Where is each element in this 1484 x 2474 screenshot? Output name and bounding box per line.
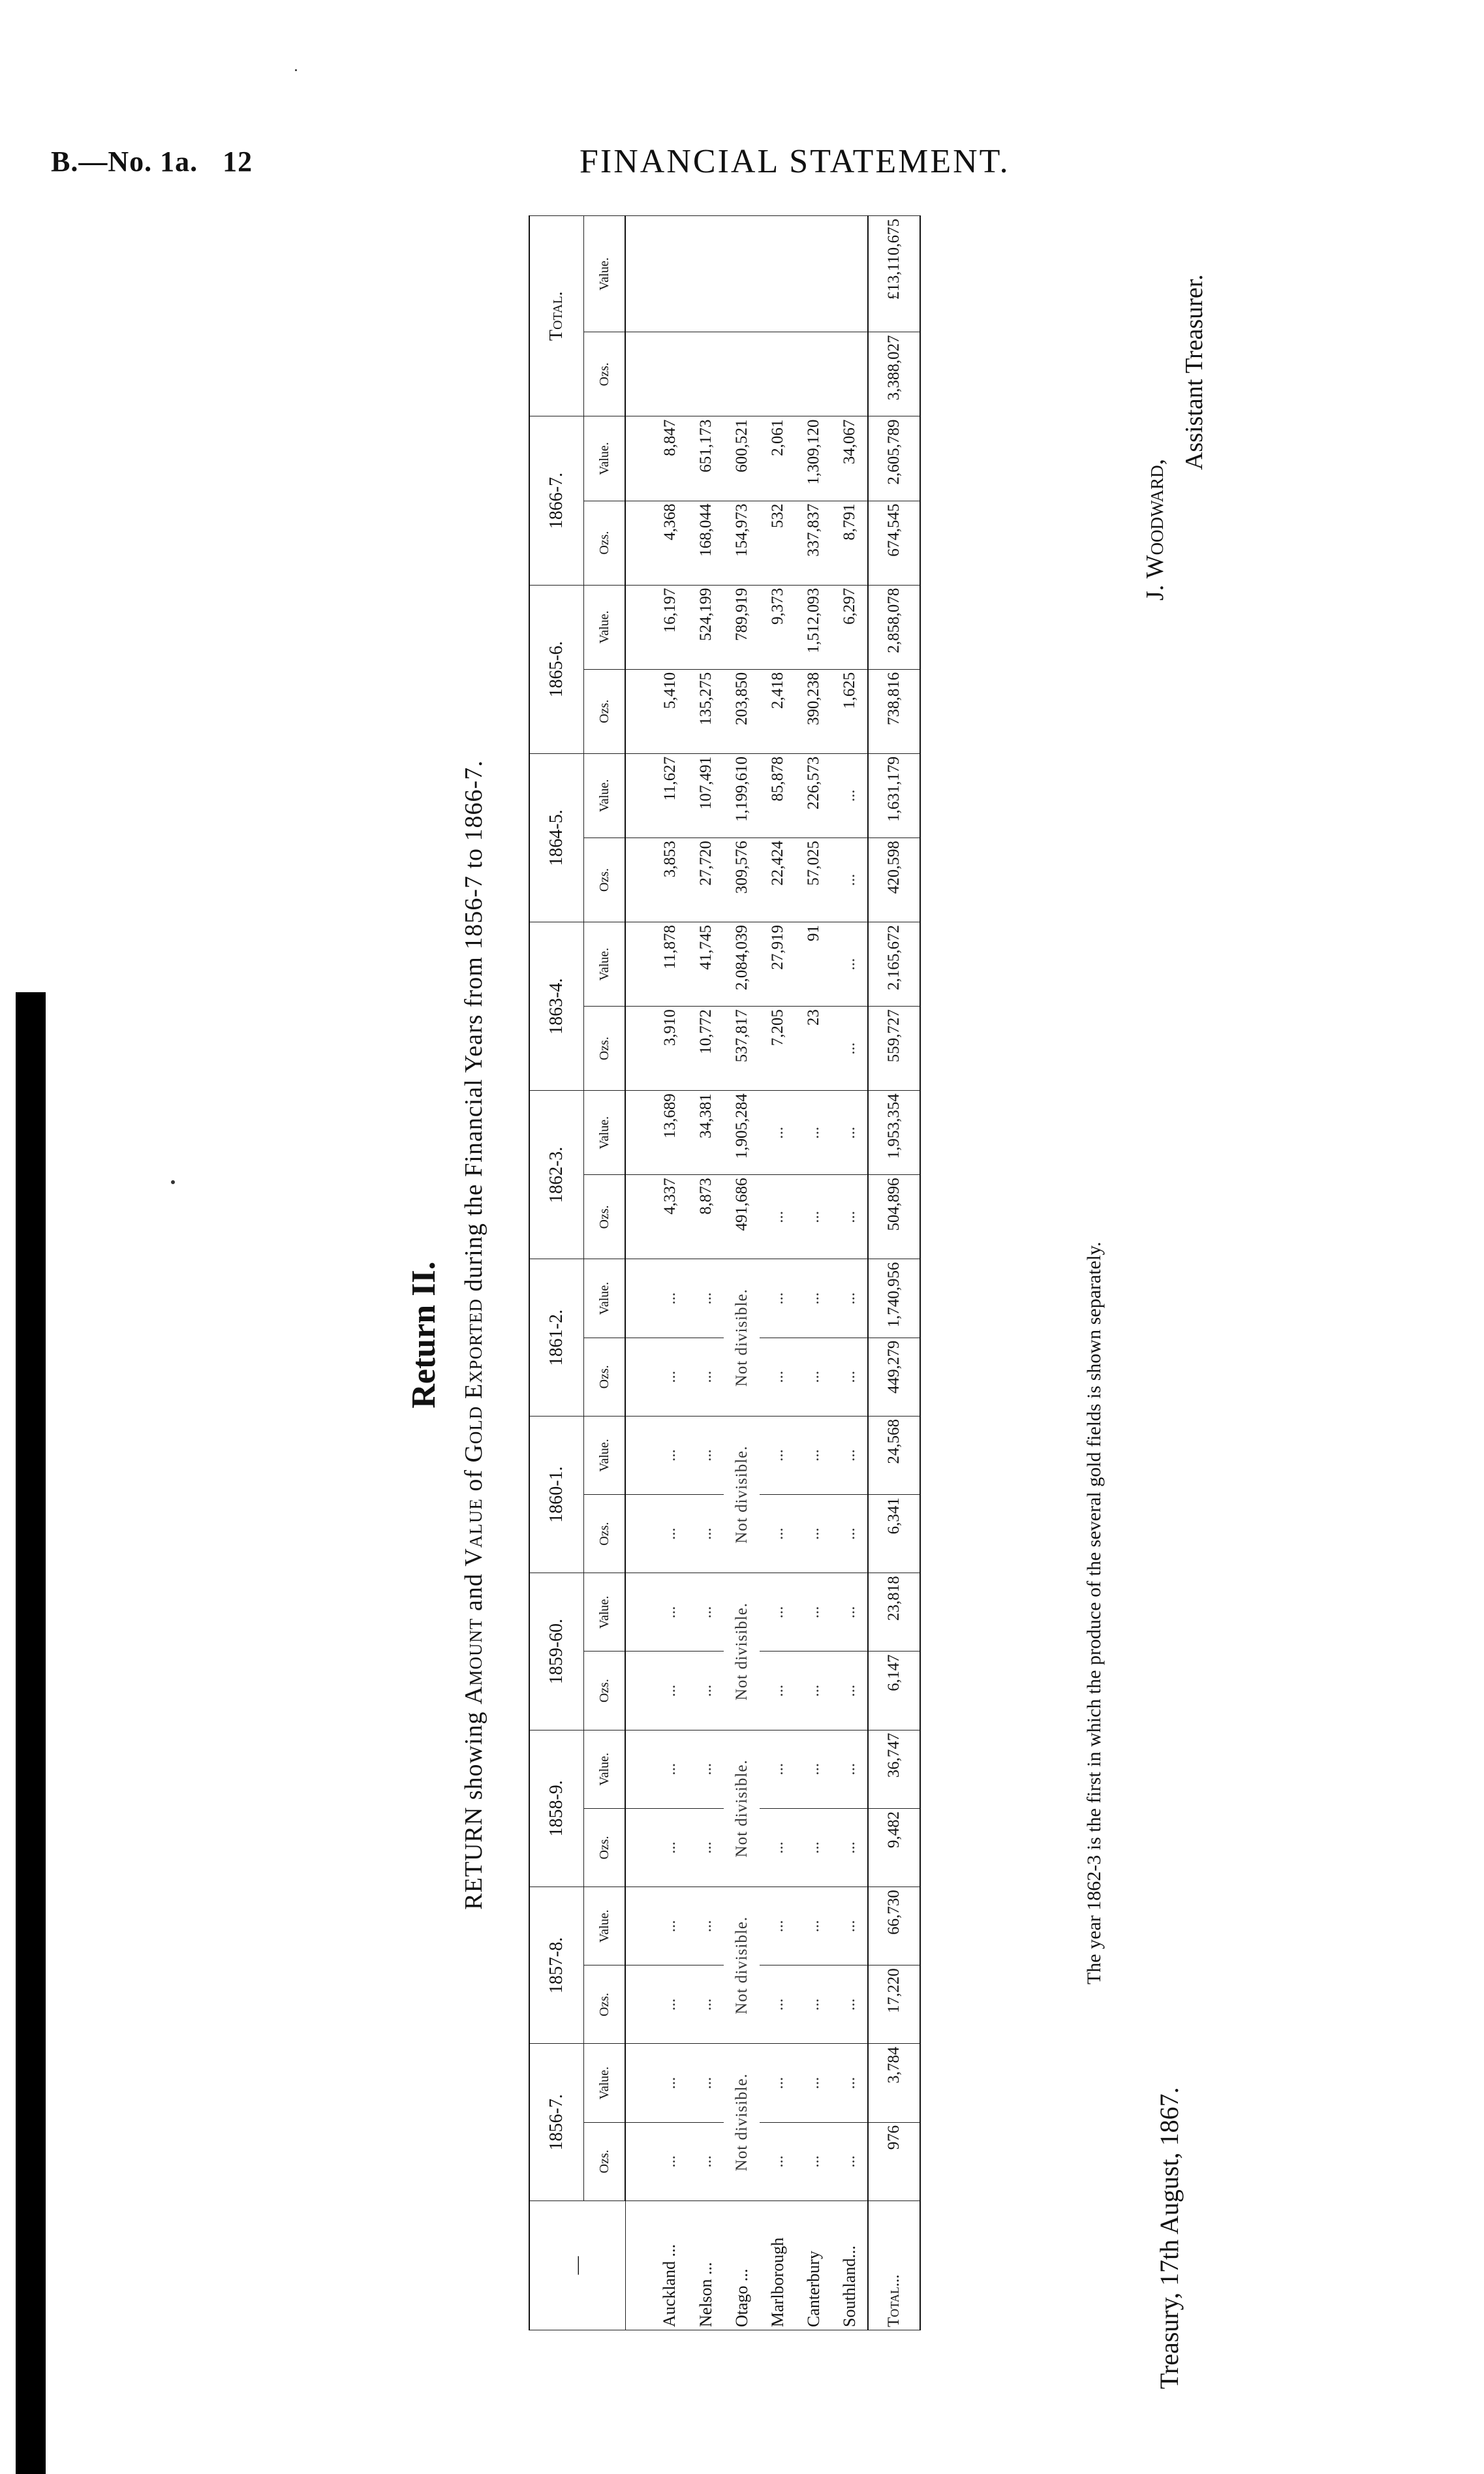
total-value: 24,568	[868, 1416, 920, 1494]
ozs-cell: 1,625	[831, 669, 868, 753]
year-header: 1864-5.	[529, 753, 584, 922]
empty-cell: ...	[760, 1416, 796, 1494]
total-value: 2,605,789	[868, 416, 920, 501]
value-cell: 1,905,284	[724, 1091, 760, 1175]
total-value-cell	[688, 216, 724, 332]
empty-cell: ...	[625, 1808, 688, 1887]
ozs-header: Ozs.	[584, 1338, 626, 1416]
value-header: Value.	[584, 1573, 626, 1652]
total-value: 1,953,354	[868, 1091, 920, 1175]
province-label: Nelson ...	[688, 2200, 724, 2330]
value-header: Value.	[584, 416, 626, 501]
ozs-header: Ozs.	[584, 1652, 626, 1730]
empty-cell: ...	[688, 1495, 724, 1573]
total-value: 1,740,956	[868, 1259, 920, 1338]
ozs-cell: 2,418	[760, 669, 796, 753]
ozs-cell: 203,850	[724, 669, 760, 753]
value-cell: 13,689	[625, 1091, 688, 1175]
value-cell: 1,512,093	[796, 585, 831, 669]
value-cell: 789,919	[724, 585, 760, 669]
year-header: 1863-4.	[529, 922, 584, 1091]
total-value: 36,747	[868, 1730, 920, 1808]
scan-speck	[171, 1180, 175, 1184]
ozs-header: Ozs.	[584, 1808, 626, 1887]
value-cell: 651,173	[688, 416, 724, 501]
ozs-cell: 309,576	[724, 838, 760, 922]
subtitle-lead: RETURN showing	[460, 1711, 487, 1910]
total-ozs: 3,388,027	[868, 332, 920, 416]
signature-surname: Woodward,	[1141, 458, 1169, 579]
value-cell: ...	[831, 753, 868, 838]
empty-cell: ...	[796, 1338, 831, 1416]
empty-cell: ...	[688, 1338, 724, 1416]
subtitle-rest: during the Financial Years from 1856-7 to 1866-7.	[460, 760, 487, 1292]
empty-cell: ...	[625, 1652, 688, 1730]
rotated-return-page	[405, 202, 1208, 2467]
subtitle-exported: Exported	[460, 1298, 487, 1400]
value-header: Value.	[584, 2044, 626, 2122]
page-title: FINANCIAL STATEMENT.	[580, 143, 1010, 180]
empty-cell: ...	[831, 1652, 868, 1730]
value-header: Value.	[584, 1259, 626, 1338]
scan-edge-shadow	[16, 992, 46, 2474]
value-cell: 107,491	[688, 753, 724, 838]
table-row	[760, 216, 796, 2330]
total-ozs: 6,147	[868, 1652, 920, 1730]
table-row	[688, 216, 724, 2330]
province-label: Auckland ...	[625, 2200, 688, 2330]
table-row	[796, 216, 831, 2330]
value-cell: 16,197	[625, 585, 688, 669]
date-line: Treasury, 17th August, 1867.	[1154, 2087, 1184, 2389]
empty-cell: ...	[760, 1808, 796, 1887]
not-divisible-note: Not divisible.	[724, 2044, 760, 2200]
ozs-header: Ozs.	[584, 2122, 626, 2200]
ozs-cell: 537,817	[724, 1007, 760, 1091]
empty-cell: ...	[688, 1573, 724, 1652]
year-header: 1856-7.	[529, 2044, 584, 2200]
ozs-cell: 27,720	[688, 838, 724, 922]
ozs-cell: ...	[831, 838, 868, 922]
total-ozs: 420,598	[868, 838, 920, 922]
empty-cell: ...	[831, 1887, 868, 1965]
value-header: Value.	[584, 753, 626, 838]
value-cell: 85,878	[760, 753, 796, 838]
value-cell: ...	[796, 1091, 831, 1175]
ozs-cell: 390,238	[796, 669, 831, 753]
empty-cell: ...	[760, 1887, 796, 1965]
empty-cell: ...	[760, 1965, 796, 2044]
empty-cell: ...	[625, 1965, 688, 2044]
empty-cell: ...	[688, 1887, 724, 1965]
total-ozs-cell	[688, 332, 724, 416]
province-label: Canterbury	[796, 2200, 831, 2330]
empty-cell: ...	[760, 1259, 796, 1338]
not-divisible-note: Not divisible.	[724, 1416, 760, 1573]
value-header: Value.	[584, 216, 626, 332]
subtitle-value: Value	[460, 1498, 487, 1567]
value-cell: 524,199	[688, 585, 724, 669]
ozs-cell: 10,772	[688, 1007, 724, 1091]
province-label: Southland...	[831, 2200, 868, 2330]
empty-cell: ...	[760, 2044, 796, 2122]
empty-cell: ...	[796, 1652, 831, 1730]
signature-name	[1141, 459, 1169, 601]
year-header: 1857-8.	[529, 1887, 584, 2044]
empty-cell: ...	[625, 1416, 688, 1494]
total-value-cell	[760, 216, 796, 332]
empty-cell: ...	[831, 2044, 868, 2122]
empty-cell: ...	[625, 2044, 688, 2122]
total-ozs: 449,279	[868, 1338, 920, 1416]
empty-cell: ...	[688, 2122, 724, 2200]
total-value: £13,110,675	[868, 216, 920, 332]
value-cell: 1,199,610	[724, 753, 760, 838]
document-reference	[51, 145, 253, 178]
ozs-cell: 154,973	[724, 501, 760, 585]
ozs-header: Ozs.	[584, 1175, 626, 1259]
province-label: Marlborough	[760, 2200, 796, 2330]
total-row	[868, 216, 920, 2330]
value-cell: 41,745	[688, 922, 724, 1007]
value-cell: 34,067	[831, 416, 868, 501]
empty-cell: ...	[760, 1495, 796, 1573]
ozs-cell: 5,410	[625, 669, 688, 753]
empty-cell: ...	[796, 2122, 831, 2200]
empty-cell: ...	[796, 1416, 831, 1494]
value-cell: 34,381	[688, 1091, 724, 1175]
ozs-header: Ozs.	[584, 669, 626, 753]
value-header: Value.	[584, 1416, 626, 1494]
return-heading: Return II.	[405, 1261, 442, 1409]
total-ozs-cell	[831, 332, 868, 416]
value-header: Value.	[584, 1091, 626, 1175]
empty-cell: ...	[625, 1887, 688, 1965]
total-ozs: 17,220	[868, 1965, 920, 2044]
signature-initial: J.	[1141, 584, 1169, 601]
return-subtitle	[459, 202, 488, 2467]
empty-cell: ...	[831, 2122, 868, 2200]
value-header: Value.	[584, 922, 626, 1007]
value-cell: 6,297	[831, 585, 868, 669]
year-header: 1865-6.	[529, 585, 584, 753]
total-ozs: 976	[868, 2122, 920, 2200]
empty-cell: ...	[831, 1573, 868, 1652]
empty-cell: ...	[760, 1652, 796, 1730]
not-divisible-note: Not divisible.	[724, 1887, 760, 2044]
empty-cell: ...	[688, 1652, 724, 1730]
total-ozs-cell	[625, 332, 688, 416]
empty-cell: ...	[831, 1259, 868, 1338]
footnote: The year 1862-3 is the first in which the produce of the several gold fields is shown separately.	[1083, 1242, 1105, 1984]
total-value: 66,730	[868, 1887, 920, 1965]
year-header: 1860-1.	[529, 1416, 584, 1573]
empty-cell: ...	[796, 1808, 831, 1887]
empty-cell: ...	[688, 1730, 724, 1808]
ozs-cell: 3,910	[625, 1007, 688, 1091]
empty-cell: ...	[796, 1259, 831, 1338]
total-ozs: 6,341	[868, 1495, 920, 1573]
total-ozs-cell	[796, 332, 831, 416]
empty-cell: ...	[625, 1495, 688, 1573]
empty-cell: ...	[760, 2122, 796, 2200]
ozs-cell: 3,853	[625, 838, 688, 922]
corner-mark: —	[529, 2200, 625, 2330]
value-cell: ...	[831, 1091, 868, 1175]
value-cell: 600,521	[724, 416, 760, 501]
ozs-cell: 8,791	[831, 501, 868, 585]
empty-cell: ...	[796, 1887, 831, 1965]
year-header-row	[529, 216, 584, 2330]
not-divisible-note: Not divisible.	[724, 1730, 760, 1887]
ozs-cell: 57,025	[796, 838, 831, 922]
empty-cell: ...	[796, 1965, 831, 2044]
ozs-cell: 491,686	[724, 1175, 760, 1259]
province-label: Otago ...	[724, 2200, 760, 2330]
empty-cell: ...	[688, 1965, 724, 2044]
value-cell: 91	[796, 922, 831, 1007]
table-row	[724, 216, 760, 2330]
signature-title: Assistant Treasurer.	[1181, 274, 1208, 470]
subtitle-amount: Amount	[460, 1618, 487, 1704]
value-cell: 11,878	[625, 922, 688, 1007]
ozs-cell: 7,205	[760, 1007, 796, 1091]
ozs-header: Ozs.	[584, 1495, 626, 1573]
value-cell: 2,061	[760, 416, 796, 501]
total-ozs: 9,482	[868, 1808, 920, 1887]
total-value: 1,631,179	[868, 753, 920, 838]
empty-cell: ...	[831, 1338, 868, 1416]
table-row	[625, 216, 688, 2330]
year-header: 1858-9.	[529, 1730, 584, 1887]
year-header: 1859-60.	[529, 1573, 584, 1730]
ozs-header: Ozs.	[584, 838, 626, 922]
total-ozs: 674,545	[868, 501, 920, 585]
ozs-cell: 22,424	[760, 838, 796, 922]
value-cell: 27,919	[760, 922, 796, 1007]
value-header: Value.	[584, 1887, 626, 1965]
empty-cell: ...	[625, 1259, 688, 1338]
ozs-cell: 4,337	[625, 1175, 688, 1259]
total-ozs: 738,816	[868, 669, 920, 753]
total-label: Total...	[868, 2200, 920, 2330]
empty-cell: ...	[760, 1730, 796, 1808]
ozs-header: Ozs.	[584, 332, 626, 416]
total-value-cell	[625, 216, 688, 332]
total-ozs-cell	[760, 332, 796, 416]
total-ozs-cell	[724, 332, 760, 416]
total-value: 2,858,078	[868, 585, 920, 669]
total-ozs: 504,896	[868, 1175, 920, 1259]
ozs-header: Ozs.	[584, 1007, 626, 1091]
table-row	[831, 216, 868, 2330]
value-header: Value.	[584, 585, 626, 669]
total-value-cell	[831, 216, 868, 332]
page-number: 12	[223, 146, 253, 178]
value-cell: 9,373	[760, 585, 796, 669]
ozs-cell: 337,837	[796, 501, 831, 585]
empty-cell: ...	[831, 1808, 868, 1887]
unit-header-row	[584, 216, 626, 2330]
ozs-cell: ...	[831, 1175, 868, 1259]
gold-export-table	[529, 215, 921, 2330]
total-value: 2,165,672	[868, 922, 920, 1007]
empty-cell: ...	[688, 2044, 724, 2122]
ozs-cell: 135,275	[688, 669, 724, 753]
value-cell: 11,627	[625, 753, 688, 838]
total-header: Total.	[529, 216, 584, 416]
total-value-cell	[724, 216, 760, 332]
year-header: 1862-3.	[529, 1091, 584, 1259]
empty-cell: ...	[796, 1495, 831, 1573]
value-cell: 8,847	[625, 416, 688, 501]
empty-cell: ...	[688, 1808, 724, 1887]
ozs-cell: 168,044	[688, 501, 724, 585]
ozs-header: Ozs.	[584, 1965, 626, 2044]
total-value-cell	[796, 216, 831, 332]
not-divisible-note: Not divisible.	[724, 1259, 760, 1416]
empty-cell: ...	[760, 1573, 796, 1652]
year-header: 1861-2.	[529, 1259, 584, 1416]
empty-cell: ...	[796, 1573, 831, 1652]
empty-cell: ...	[831, 1416, 868, 1494]
ozs-cell: 4,368	[625, 501, 688, 585]
ozs-cell: ...	[760, 1175, 796, 1259]
empty-cell: ...	[625, 1338, 688, 1416]
empty-cell: ...	[831, 1965, 868, 2044]
empty-cell: ...	[688, 1416, 724, 1494]
subtitle-of: of	[460, 1469, 487, 1492]
ozs-cell: 23	[796, 1007, 831, 1091]
ozs-cell: 532	[760, 501, 796, 585]
subtitle-and: and	[460, 1573, 487, 1611]
total-value: 23,818	[868, 1573, 920, 1652]
value-header: Value.	[584, 1730, 626, 1808]
empty-cell: ...	[625, 1730, 688, 1808]
value-cell: 226,573	[796, 753, 831, 838]
empty-cell: ...	[796, 2044, 831, 2122]
ozs-cell: 8,873	[688, 1175, 724, 1259]
empty-cell: ...	[625, 1573, 688, 1652]
ozs-cell: ...	[831, 1007, 868, 1091]
ozs-cell: ...	[796, 1175, 831, 1259]
total-ozs: 559,727	[868, 1007, 920, 1091]
empty-cell: ...	[831, 1495, 868, 1573]
reference-code: B.—No. 1a.	[51, 146, 198, 178]
empty-cell: ...	[831, 1730, 868, 1808]
value-cell: ...	[760, 1091, 796, 1175]
ozs-header: Ozs.	[584, 501, 626, 585]
empty-cell: ...	[796, 1730, 831, 1808]
year-header: 1866-7.	[529, 416, 584, 585]
value-cell: ...	[831, 922, 868, 1007]
total-value: 3,784	[868, 2044, 920, 2122]
value-cell: 2,084,039	[724, 922, 760, 1007]
not-divisible-note: Not divisible.	[724, 1573, 760, 1730]
empty-cell: ...	[625, 2122, 688, 2200]
subtitle-gold: Gold	[460, 1405, 487, 1463]
value-cell: 1,309,120	[796, 416, 831, 501]
scan-speck	[295, 69, 297, 71]
empty-cell: ...	[688, 1259, 724, 1338]
empty-cell: ...	[760, 1338, 796, 1416]
